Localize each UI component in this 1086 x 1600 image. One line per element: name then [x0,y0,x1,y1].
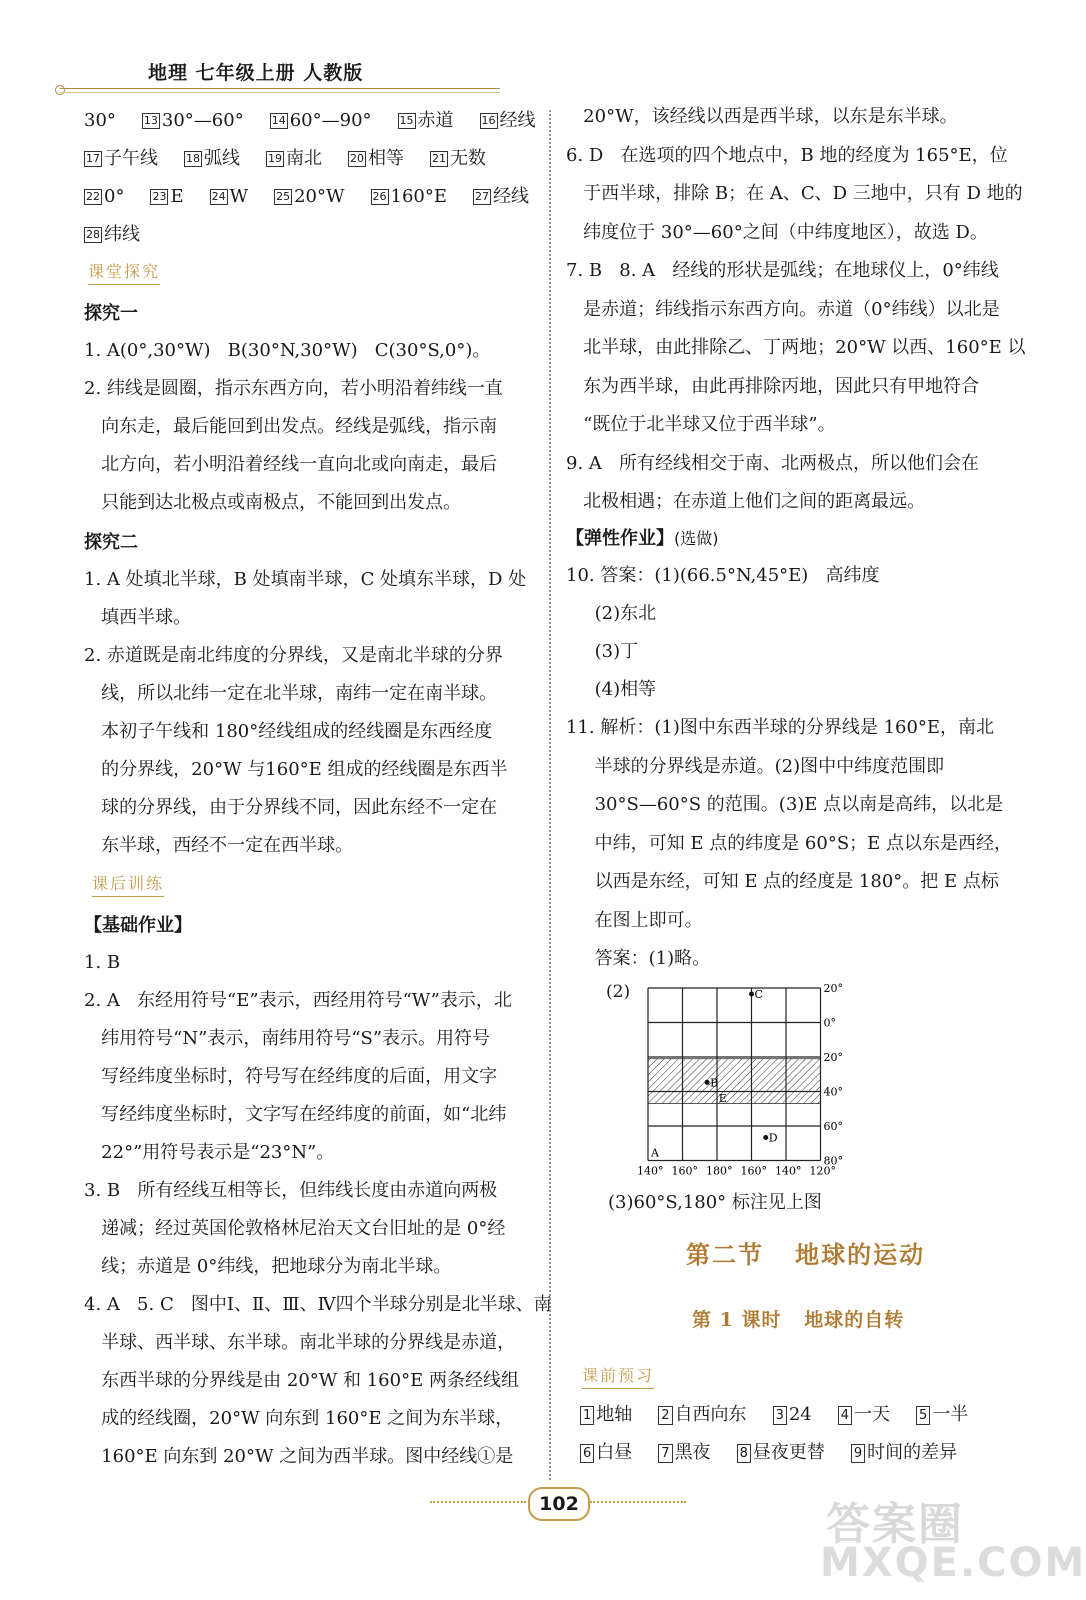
answer-item [274,186,344,207]
answer-text: W [229,186,249,207]
answer-number-box: 24 [211,190,226,203]
latitude-label: 0° [823,1016,836,1030]
answer-row [84,140,512,177]
text-line: 纬用符号“N”表示，南纬用符号“S”表示。用符号 [84,1028,491,1049]
text-line: 以西是东经，可知 E 点的经度是 180°。把 E 点标 [566,871,999,892]
text-line: 写经纬度坐标时，文字写在经纬度的前面，如“北纬 [84,1104,507,1125]
text-line: 半球的分界线是赤道。(2)图中中纬度范围即 [566,755,945,777]
page-number: 102 [528,1487,590,1521]
header-rule [60,88,500,89]
answer-text: 30°—60° [161,110,244,131]
page-header: 地理 七年级上册 人教版 [148,62,364,84]
answer-number-box: 9 [851,1444,865,1463]
latitude-label: 60° [823,1120,843,1133]
answer-text: 昼夜更替 [752,1442,825,1463]
point-marker [705,1080,710,1085]
subheading-explore-1: 探究一 [84,303,138,324]
longitude-label: 180° [706,1164,733,1178]
longitude-label: 160° [740,1164,767,1178]
text-line: 线；赤道是 0°纬线，把地球分为南北半球。 [84,1256,452,1277]
text-line: 是赤道；纬线指示东西方向。赤道（0°纬线）以北是 [566,298,1000,320]
right-column-lower [566,1184,1036,1484]
text-line: 20°W，该经线以西是西半球，以东是东半球。 [566,106,958,127]
answer-item [142,110,244,131]
left-column [84,102,552,1482]
column-divider [549,110,551,1480]
answer-item [184,148,240,169]
answer-item [838,1404,890,1425]
answer-number-box: 8 [737,1444,751,1463]
answer-item [84,224,140,245]
answer-number-box: 23 [152,190,167,203]
latlon-grid-figure [575,978,865,1178]
point-label: A [651,1146,659,1160]
right-column [566,98,1036,978]
text-line: 写经纬度坐标时，符号写在经纬度的后面，用文字 [84,1066,498,1087]
watermark-logo: 答案圈 [826,1499,964,1550]
answer-item [210,186,249,207]
text-line: 11. 解析：(1)图中东西半球的分界线是 160°E，南北 [566,717,995,738]
page-number-rule-left [430,1501,526,1503]
text-line: 东为西半球，由此再排除丙地，因此只有甲地符合 [566,375,980,397]
answer-number-box: 18 [186,152,200,165]
text-line: 2. 纬线是圆圈，指示东西方向，若小明沿着纬线一直 [84,378,503,399]
answer-row [580,1434,983,1471]
text-line: 30°S—60°S 的范围。(3)E 点以南是高纬，以北是 [566,794,1004,815]
elastic-title: 【弹性作业】 [566,528,674,549]
answer-number-box: 2 [658,1406,672,1425]
answer-number-box: 28 [86,228,100,241]
answer-item [737,1442,825,1463]
answer-text: 60°—90° [289,110,372,131]
text-line: 2. 赤道既是南北纬度的分界线，又是南北半球的分界 [84,645,503,666]
latitude-label: 80° [823,1154,843,1168]
answer-item [84,148,158,169]
text-line: 4. A 5. C 图中Ⅰ、Ⅱ、Ⅲ、Ⅳ四个半球分别是北半球、南 [84,1294,552,1315]
answer-text: 南北 [286,148,322,169]
answer-item [851,1442,957,1463]
figure-label: (2) [606,982,631,1002]
answer-item [916,1404,968,1425]
chapter-title: 第二节 地球的运动 [686,1240,926,1269]
subheading-basic-homework: 【基础作业】 [84,915,192,936]
answer-text: 0° [104,186,125,207]
answer-item [473,186,529,207]
latitude-label: 20° [823,1051,843,1064]
text-line: 半球、西半球、东半球。南北半球的分界线是赤道， [84,1332,516,1353]
answer-item [150,186,183,207]
point-label: C [754,988,763,1001]
answer-number-box: 13 [143,114,158,127]
answer-number-box: 7 [658,1444,672,1463]
answer-text: 纬线 [104,224,140,245]
text-line: 北半球，由此排除乙、丁两地；20°W 以西、160°E 以 [566,337,1026,358]
answer-number-box: 19 [268,152,282,165]
answer-text: 子午线 [104,148,158,169]
point-label: E [718,1091,727,1105]
text-line: 10. 答案：(1)(66.5°N,45°E) 高纬度 [566,565,880,586]
text-line: 9. A 所有经线相交于南、北两极点，所以他们会在 [566,452,980,474]
answer-number-box: 16 [481,114,496,127]
latitude-label: 40° [823,1085,843,1099]
answer-number-box: 4 [838,1406,852,1425]
answer-text: 白昼 [596,1442,633,1463]
answer-number-box: 17 [86,152,100,165]
text-line: 22°”用符号表示是“23°N”。 [84,1142,335,1163]
text-line: 7. B 8. A 经线的形状是弧线；在地球仪上，0°纬线 [566,260,999,281]
point-marker [763,1135,768,1140]
watermark-url: MXQE.COM [820,1540,1086,1586]
text-line: 答案：(1)略。 [566,948,711,969]
text-line: 2. A 东经用符号“E”表示，西经用符号“W”表示，北 [84,990,512,1011]
answer-number-box: 6 [580,1444,594,1463]
page-number-rule-right [590,1501,686,1503]
text-line: 6. D 在选项的四个地点中，B 地的经度为 165°E，位 [566,144,1008,166]
longitude-label: 120° [809,1164,836,1178]
answer-text: 无数 [450,148,486,169]
answer-text: 160°E [390,186,448,207]
answer-item [270,110,372,131]
answer-text: 经线 [499,110,536,131]
latitude-label: 20° [823,982,843,995]
longitude-label: 140° [775,1164,802,1178]
text-line: 1. B [84,952,121,973]
text-line: 东西半球的分界线是由 20°W 和 160°E 两条经线组 [84,1370,519,1391]
answer-item [773,1404,812,1425]
answer-text: 弧线 [204,148,240,169]
section-heading-after-class: 课后训练 [92,872,164,897]
text-line: (3)丁 [566,641,639,662]
elastic-note: (选做) [674,529,719,548]
answer-text: 经线 [493,186,530,207]
answer-item [580,1404,632,1425]
text-line: 成的经线圈，20°W 向东到 160°E 之间为东半球， [84,1408,514,1429]
answer-item [84,110,116,131]
answer-number-box: 20 [350,152,364,165]
answer-row [84,102,562,139]
answer-text: 一半 [932,1404,969,1425]
answer-item [266,148,322,169]
answer-item [348,148,404,169]
answer-number-box: 21 [432,152,446,165]
text-line: 只能到达北极点或南极点，不能回到出发点。 [84,492,462,513]
answer-text: 30° [84,110,116,131]
answer-11-3: (3)60°S,180° 标注见上图 [608,1192,822,1213]
subheading-explore-2: 探究二 [84,532,138,553]
answer-row [84,216,166,253]
answer-text: 相等 [368,148,404,169]
text-line: 纬度位于 30°—60°之间（中纬度地区），故选 D。 [566,221,988,243]
answer-item [480,110,536,131]
answer-text: E [170,186,184,207]
answer-item [84,186,124,207]
answer-item [430,148,486,169]
answer-number-box: 27 [475,190,490,203]
answer-text: 一天 [854,1404,891,1425]
text-line: 球的分界线，由于分界线不同，因此东经不一定在 [84,797,498,818]
mid-latitude-hatched-band [648,1059,821,1104]
text-line: 的分界线，20°W 与160°E 组成的经线圈是东西半 [84,759,508,780]
point-label: D [768,1131,778,1145]
answer-row [580,1396,994,1433]
text-line: 1. A(0°,30°W) B(30°N,30°W) C(30°S,0°)。 [84,340,491,361]
text-line: 1. A 处填北半球，B 处填南半球，C 处填东半球，D 处 [84,569,527,590]
answer-number-box: 15 [399,114,414,127]
text-line: 于西半球，排除 B；在 A、C、D 三地中，只有 D 地的 [566,183,1023,204]
text-line: 北极相遇；在赤道上他们之间的距离最远。 [566,491,926,512]
lesson-title: 第 1 课时 地球的自转 [692,1309,905,1331]
text-line: 本初子午线和 180°经线组成的经线圈是东西经度 [84,721,493,742]
text-line: “既位于北半球又位于西半球”。 [566,414,836,435]
text-line: 160°E 向东到 20°W 之间为西半球。图中经线①是 [84,1446,514,1467]
text-line: 3. B 所有经线互相等长，但纬线长度由赤道向两极 [84,1180,498,1201]
subheading-elastic-homework [566,520,719,557]
answer-text: 20°W [294,186,345,207]
answer-item [580,1442,632,1463]
answer-text: 自西向东 [674,1404,747,1425]
text-line: 向东走，最后能回到出发点。经线是弧线，指示南 [84,416,498,437]
section-heading-preview: 课前预习 [582,1364,654,1389]
text-line: 填西半球。 [84,607,192,628]
answer-number-box: 26 [372,190,387,203]
longitude-label: 160° [671,1164,698,1178]
text-line: (2)东北 [566,603,657,624]
longitude-label: 140° [637,1164,664,1178]
text-line: 线，所以北纬一定在北半球，南纬一定在南半球。 [84,683,498,704]
answer-number-box: 5 [916,1406,930,1425]
answer-text: 时间的差异 [867,1442,958,1463]
answer-number-box: 3 [773,1406,787,1425]
answer-text: 赤道 [417,110,454,131]
text-line: 中纬，可知 E 点的纬度是 60°S；E 点以东是西经， [566,832,1013,854]
answer-number-box: 22 [86,190,100,203]
answer-text: 24 [788,1404,812,1425]
answer-number-box: 1 [580,1406,594,1425]
text-line: 在图上即可。 [566,909,703,931]
header-rule-secondary [60,92,500,93]
answer-text: 地轴 [596,1404,633,1425]
answer-row [84,178,555,215]
answer-item [658,1442,710,1463]
answer-item [658,1404,746,1425]
answer-text: 黑夜 [674,1442,711,1463]
text-line: (4)相等 [566,679,657,700]
header-ornament [55,85,65,95]
text-line: 递减；经过英国伦敦格林尼治天文台旧址的是 0°经 [84,1218,506,1239]
point-marker [749,992,754,997]
point-label: B [710,1076,719,1090]
answer-number-box: 25 [276,190,291,203]
text-line: 东半球，西经不一定在西半球。 [84,835,354,856]
text-line: 北方向，若小明沿着经线一直向北或向南走，最后 [84,454,498,475]
answer-number-box: 14 [271,114,286,127]
section-heading-class-explore: 课堂探究 [88,260,160,285]
answer-item [371,186,448,207]
answer-item [398,110,454,131]
